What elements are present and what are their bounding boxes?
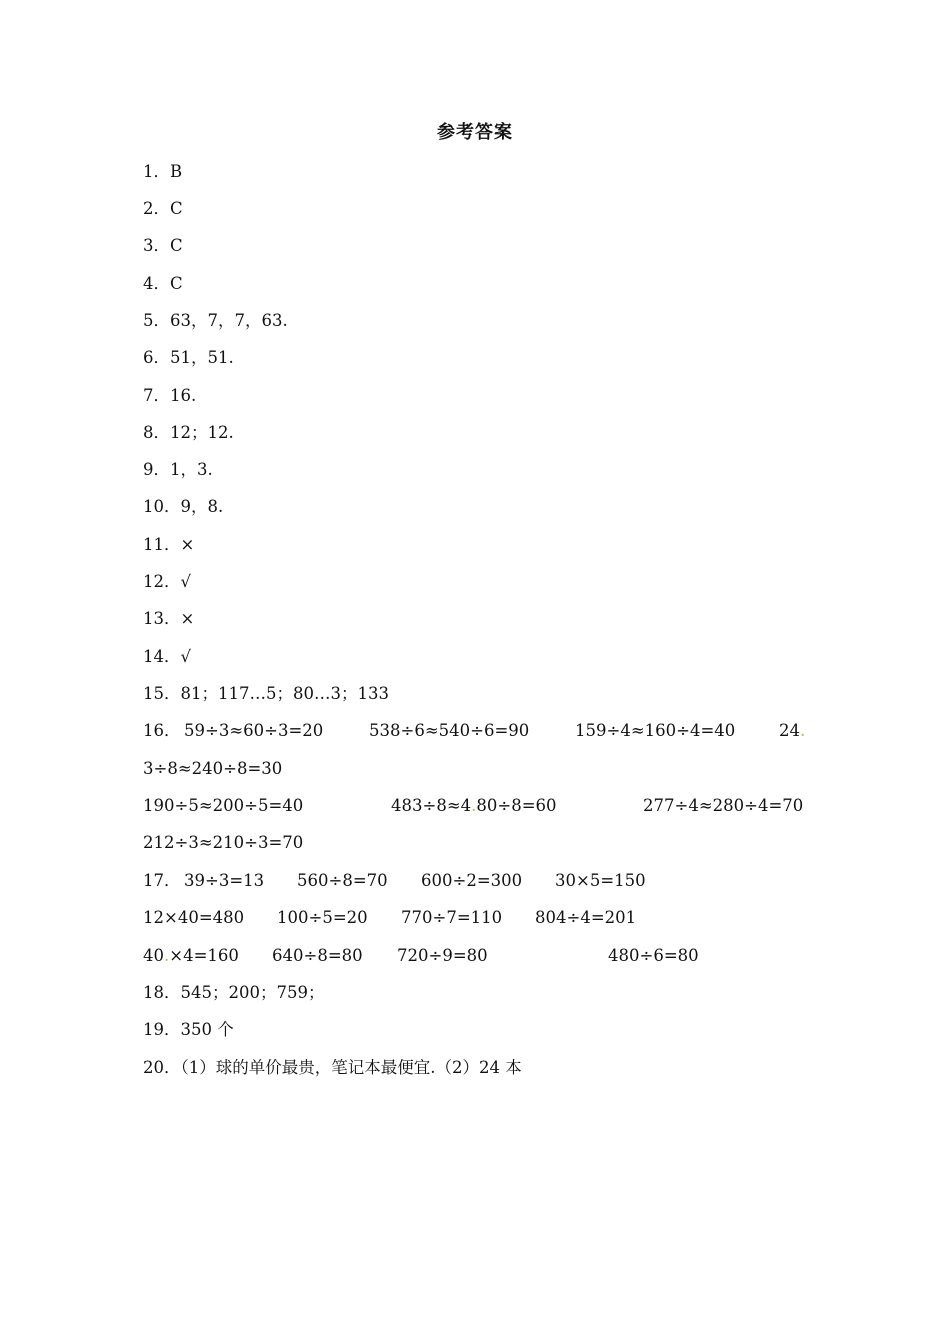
answer-line: 20．（1）球的单价最贵，笔记本最便宜.（2）24 本 (143, 1058, 522, 1077)
answer-line: 5．63，7，7，63. (143, 311, 288, 330)
answer-line: 13．× (143, 609, 195, 628)
q17-answer: 600÷2=300 (421, 871, 523, 890)
answer-line: 18．545；200；759； (143, 983, 325, 1002)
answer-line: 2．C (143, 199, 183, 218)
q16-answer: 159÷4≈160÷4=40 (575, 721, 736, 740)
q17-answer: 770÷7=110 (401, 908, 503, 927)
q17-answer: 480÷6=80 (608, 946, 699, 965)
stray-mark: . (471, 796, 477, 815)
q16-answer-text: 80÷8=60 (476, 796, 557, 815)
q17-answer (143, 946, 239, 966)
question-16-label: 16． (143, 721, 181, 740)
answer-line: 12．√ (143, 572, 192, 591)
answer-line: 14．√ (143, 647, 192, 666)
answer-line: 10．9，8. (143, 497, 224, 516)
q17-answer: 39÷3=13 (184, 871, 265, 890)
page-title: 参考答案 (437, 122, 513, 143)
q16-answer-part (779, 721, 805, 741)
question-17-label: 17． (143, 871, 181, 890)
q17-answer: 640÷8=80 (272, 946, 363, 965)
q16-answer-text: 483÷8≈4 (391, 796, 472, 815)
q17-answer-text: ×4=160 (169, 946, 239, 965)
answer-line: 3．C (143, 236, 183, 255)
q17-answer: 560÷8=70 (297, 871, 388, 890)
answer-line: 11．× (143, 535, 195, 554)
answer-line: 4．C (143, 274, 183, 293)
answer-line: 1．B (143, 162, 183, 181)
answer-line: 19．350 个 (143, 1020, 234, 1039)
q16-answer: 59÷3≈60÷3=20 (184, 721, 324, 740)
stray-mark: . (164, 946, 170, 965)
q17-answer: 804÷4=201 (535, 908, 637, 927)
q16-answer-continued: 3÷8≈240÷8=30 (143, 759, 283, 778)
answer-line: 6．51，51. (143, 348, 234, 367)
q16-answer: 277÷4≈280÷4=70 (643, 796, 804, 815)
answer-line: 8．12；12. (143, 423, 234, 442)
q16-answer: 538÷6≈540÷6=90 (369, 721, 530, 740)
answer-line: 15．81；117…5；80…3；133 (143, 684, 389, 703)
q16-answer: 190÷5≈200÷5=40 (143, 796, 304, 815)
q17-answer-text: 40 (143, 946, 164, 965)
q17-answer: 100÷5=20 (277, 908, 368, 927)
q16-answer-text: 24 (779, 721, 800, 740)
q16-answer: 212÷3≈210÷3=70 (143, 833, 304, 852)
answer-line: 7．16. (143, 386, 197, 405)
answer-line: 9．1，3. (143, 460, 213, 479)
q17-answer: 12×40=480 (143, 908, 245, 927)
q17-answer: 30×5=150 (555, 871, 646, 890)
q17-answer: 720÷9=80 (397, 946, 488, 965)
stray-mark: . (800, 721, 806, 740)
q16-answer (391, 796, 557, 816)
